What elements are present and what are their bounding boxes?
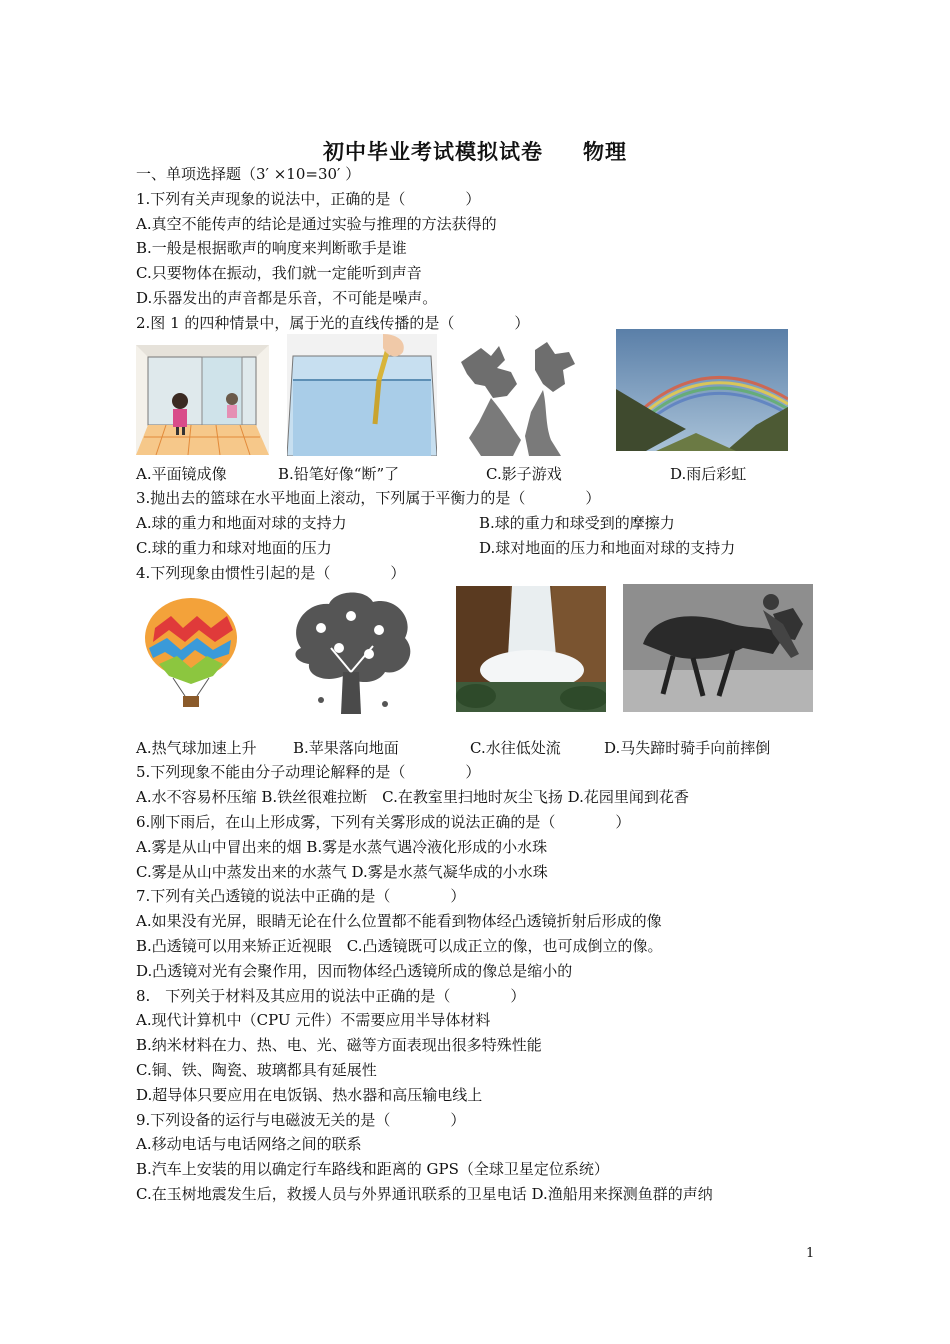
q9-stem: 9.下列设备的运行与电磁波无关的是（ ）	[136, 1110, 466, 1129]
q3-option-b: B.球的重力和球受到的摩擦力	[479, 514, 675, 533]
q8-option-b: B.纳米材料在力、热、电、光、磁等方面表现出很多特殊性能	[136, 1036, 542, 1055]
q5-options: A.水不容易杯压缩 B.铁丝很难拉断 C.在教室里扫地时灰尘飞扬 D.花园里闻到花香	[136, 788, 689, 807]
q2-stem: 2.图 1 的四种情景中，属于光的直线传播的是（ ）	[136, 313, 530, 332]
q2-caption-d: D.雨后彩虹	[670, 464, 747, 483]
q2-caption-b: B.铅笔好像“断”了	[278, 464, 400, 483]
q4-figure-row	[136, 586, 836, 736]
title-subject: 物理	[583, 139, 627, 164]
pencil-in-water-image	[287, 334, 437, 456]
q1-option-c: C.只要物体在振动，我们就一定能听到声音	[136, 264, 422, 283]
q3-options-cd	[136, 536, 836, 561]
q1-option-a: A.真空不能传声的结论是通过实验与推理的方法获得的	[136, 214, 497, 233]
apple-tree-image	[281, 588, 421, 718]
q8-option-a: A.现代计算机中（CPU 元件）不需要应用半导体材料	[136, 1011, 491, 1030]
q1-stem: 1.下列有关声现象的说法中，正确的是（ ）	[136, 189, 481, 208]
q7-options-bc: B.凸透镜可以用来矫正近视眼 C.凸透镜既可以成正立的像，也可成倒立的像。	[136, 936, 663, 955]
q8-option-d: D.超导体只要应用在电饭锅、热水器和高压输电线上	[136, 1085, 483, 1104]
q6-stem: 6.刚下雨后，在山上形成雾，下列有关雾形成的说法正确的是（ ）	[136, 812, 631, 831]
q3-option-d: D.球对地面的压力和地面对球的支持力	[479, 538, 736, 557]
q2-caption-a: A.平面镜成像	[136, 464, 227, 483]
rainbow-image	[616, 329, 788, 451]
q1-option-d: D.乐器发出的声音都是乐音，不可能是噪声。	[136, 288, 438, 307]
shadow-play-image	[451, 340, 589, 458]
q7-option-d: D.凸透镜对光有会聚作用，因而物体经凸透镜所成的像总是缩小的	[136, 961, 573, 980]
q9-option-b: B.汽车上安装的用以确定行车路线和距离的 GPS（全球卫星定位系统）	[136, 1160, 609, 1179]
q4-caption-c: C.水往低处流	[470, 738, 561, 757]
page-number: 1	[806, 1246, 815, 1261]
q8-stem: 8. 下列关于材料及其应用的说法中正确的是（ ）	[136, 986, 526, 1005]
mirror-image	[136, 345, 269, 455]
q8-option-c: C.铜、铁、陶瓷、玻璃都具有延展性	[136, 1060, 377, 1079]
exam-content	[136, 162, 836, 1207]
q2-caption-c: C.影子游戏	[486, 464, 562, 483]
q4-captions	[136, 736, 836, 761]
q9-option-a: A.移动电话与电话网络之间的联系	[136, 1135, 362, 1154]
q2-figure-row	[136, 336, 836, 462]
q3-stem: 3.抛出去的篮球在水平地面上滚动，下列属于平衡力的是（ ）	[136, 489, 601, 508]
q4-stem: 4.下列现象由惯性引起的是（ ）	[136, 563, 406, 582]
q4-caption-b: B.苹果落向地面	[293, 738, 399, 757]
q3-option-a: A.球的重力和地面对球的支持力	[136, 514, 347, 533]
q4-caption-a: A.热气球加速上升	[136, 738, 257, 757]
q6-options-cd: C.雾是从山中蒸发出来的水蒸气 D.雾是水蒸气凝华成的小水珠	[136, 862, 548, 881]
q7-option-a: A.如果没有光屏，眼睛无论在什么位置都不能看到物体经凸透镜折射后形成的像	[136, 912, 662, 931]
hot-air-balloon-image	[141, 598, 241, 708]
q3-options-ab	[136, 511, 836, 536]
waterfall-image	[456, 586, 606, 712]
q5-stem: 5.下列现象不能由分子动理论解释的是（ ）	[136, 763, 481, 782]
q2-captions	[136, 462, 836, 487]
q1-option-b: B.一般是根据歌声的响度来判断歌手是谁	[136, 239, 407, 258]
section-heading: 一、单项选择题（3′ ×10=30′ ）	[136, 165, 361, 183]
q6-options-ab: A.雾是从山中冒出来的烟 B.雾是水蒸气遇冷液化形成的小水珠	[136, 837, 548, 856]
q7-stem: 7.下列有关凸透镜的说法中正确的是（ ）	[136, 887, 466, 906]
q4-caption-d: D.马失蹄时骑手向前摔倒	[604, 738, 771, 757]
horse-rider-image	[623, 584, 813, 712]
q3-option-c: C.球的重力和球对地面的压力	[136, 538, 332, 557]
title-main: 初中毕业考试模拟试卷	[323, 139, 543, 164]
q9-options-cd: C.在玉树地震发生后，救援人员与外界通讯联系的卫星电话 D.渔船用来探测鱼群的声纳	[136, 1184, 713, 1203]
